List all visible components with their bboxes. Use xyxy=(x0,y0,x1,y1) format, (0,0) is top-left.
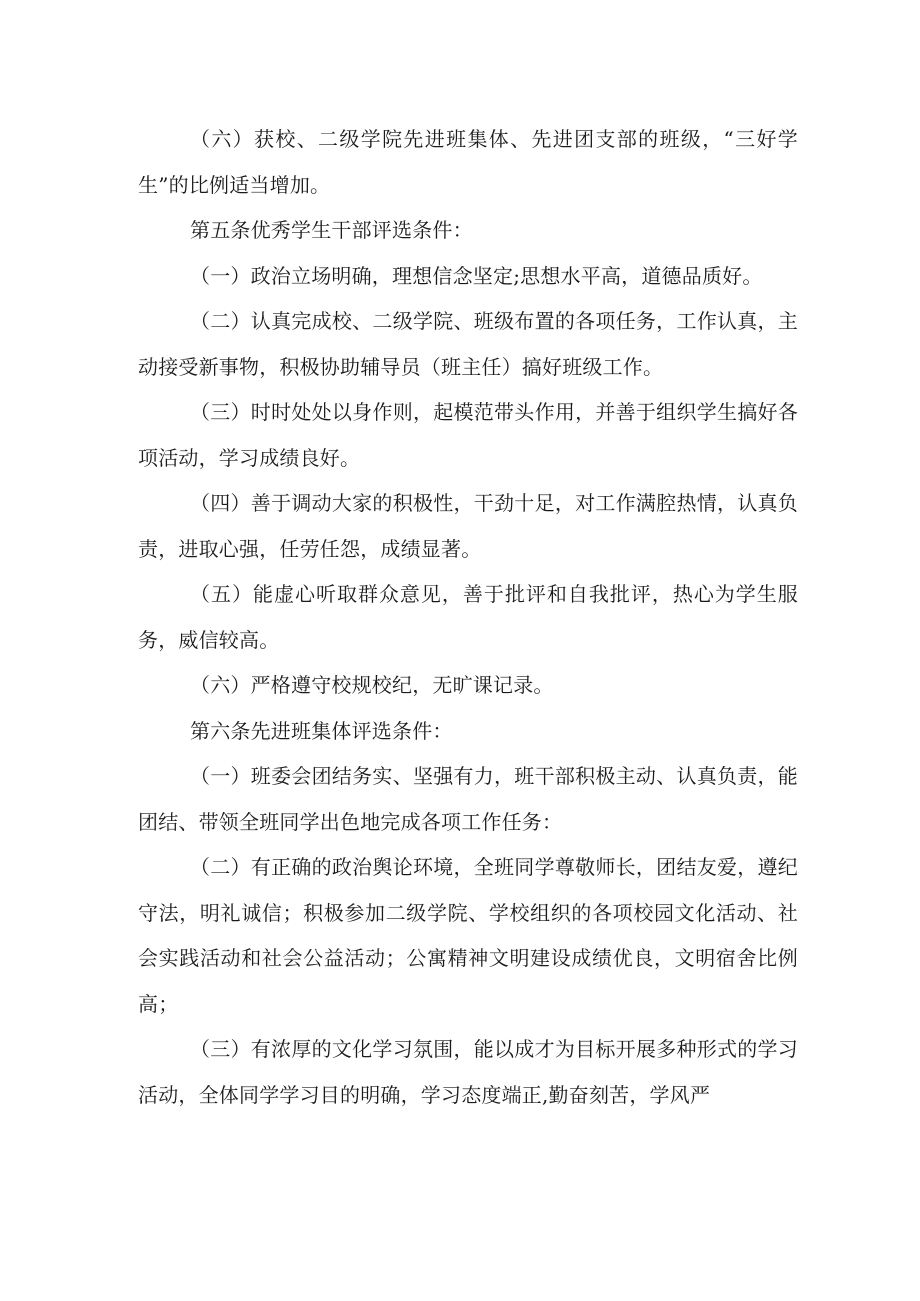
heading-article-6: 第六条先进班集体评选条件： xyxy=(190,718,453,743)
document-body xyxy=(138,117,798,1118)
paragraph-class-honor-ratio: （六）获校、二级学院先进班集体、先进团支部的班级，“三好学生”的比例适当增加。 xyxy=(138,127,798,197)
paragraph-6-1: （一）班委会团结务实、坚强有力，班干部积极主动、认真负责，能团结、带领全班同学出色地完成各项工作任务： xyxy=(138,764,798,834)
paragraph-5-4: （四）善于调动大家的积极性，干劲十足，对工作满腔热情，认真负责，进取心强，任劳任怨，成绩显著。 xyxy=(138,491,798,561)
paragraph-5-3: （三）时时处处以身作则，起模范带头作用，并善于组织学生搞好各项活动，学习成绩良好。 xyxy=(138,400,798,470)
paragraph-6-3: （三）有浓厚的文化学习氛围，能以成才为目标开展多种形式的学习活动，全体同学学习目的明确，学习态度端正,勤奋刻苦，学风严 xyxy=(138,1037,798,1107)
paragraph-5-1: （一）政治立场明确，理想信念坚定;思想水平高，道德品质好。 xyxy=(190,263,763,288)
heading-article-5: 第五条优秀学生干部评选条件： xyxy=(190,218,473,242)
paragraph-5-2: （二）认真完成校、二级学院、班级布置的各项任务，工作认真，主动接受新事物，积极协助辅导员（班主任）搞好班级工作。 xyxy=(138,309,798,379)
paragraph-5-6: （六）严格遵守校规校纪，无旷课记录。 xyxy=(190,673,554,697)
paragraph-6-2: （二）有正确的政治舆论环境，全班同学尊敬师长，团结友爱，遵纪守法，明礼诚信；积极参加二级学院、学校组织的各项校园文化活动、社会实践活动和社会公益活动；公寓精神文明建设成绩优良，文明宿舍比例高； xyxy=(138,855,798,1016)
paragraph-5-5: （五）能虚心听取群众意见，善于批评和自我批评，热心为学生服务，威信较高。 xyxy=(138,582,798,652)
